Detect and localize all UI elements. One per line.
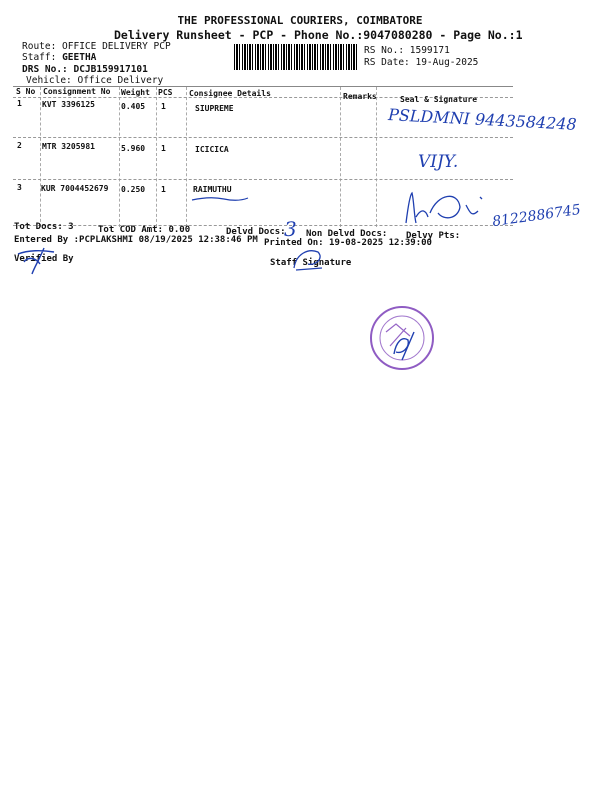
rs-date: RS Date: 19-Aug-2025 bbox=[364, 57, 479, 68]
non-delvd-docs: Non Delvd Docs: bbox=[306, 229, 388, 239]
drs-label: DRS No.: bbox=[22, 64, 68, 75]
row-divider bbox=[13, 137, 513, 138]
row3-sno: 3 bbox=[17, 183, 22, 192]
tot-cod-amt: Tot COD Amt: 0.00 bbox=[98, 225, 191, 235]
route-label: Route: OFFICE DELIVERY PCP bbox=[22, 41, 171, 52]
row1-consignee: SIUPREME bbox=[195, 104, 234, 113]
col-header-weight: Weight bbox=[121, 88, 150, 97]
col-header-seal: Seal & Signature bbox=[400, 95, 478, 104]
row2-weight: 5.960 bbox=[121, 144, 146, 153]
row2-signature: VIJY. bbox=[418, 152, 459, 172]
col-header-sno: S No bbox=[16, 87, 36, 96]
col-divider bbox=[40, 87, 41, 227]
staff-label: Staff: bbox=[22, 52, 57, 63]
row2-pcs: 1 bbox=[161, 144, 166, 153]
col-divider bbox=[186, 87, 187, 227]
col-divider bbox=[156, 87, 157, 227]
row1-pcs: 1 bbox=[161, 102, 166, 111]
col-header-consignment: Consignment No bbox=[43, 87, 111, 96]
tot-docs: Tot Docs: 3 bbox=[14, 222, 74, 232]
barcode bbox=[234, 44, 358, 70]
verified-by: Verified By bbox=[14, 254, 74, 264]
rs-number: RS No.: 1599171 bbox=[364, 45, 450, 56]
row3-consignee: RAIMUTHU bbox=[193, 185, 232, 194]
row-divider bbox=[13, 179, 513, 180]
drs-number: DCJB159917101 bbox=[73, 64, 148, 75]
row3-weight: 0.250 bbox=[121, 185, 146, 194]
row1-sno: 1 bbox=[17, 99, 22, 108]
row2-consignee: ICICICA bbox=[195, 145, 229, 154]
vehicle-label: Vehicle: Office Delivery bbox=[26, 75, 164, 86]
drs-line bbox=[22, 64, 148, 75]
col-divider bbox=[340, 87, 341, 227]
company-title: THE PROFESSIONAL COURIERS, COIMBATORE bbox=[177, 14, 423, 27]
runsheet-subtitle: Delivery Runsheet - PCP - Phone No.:9047080280 - Page No.:1 bbox=[114, 28, 523, 42]
printed-on: Printed On: 19-08-2025 12:39:00 bbox=[264, 238, 432, 248]
row1-consignment: KVT 3396125 bbox=[42, 100, 95, 109]
row1-signature: PSLDMNI 9443584248 bbox=[387, 105, 578, 134]
col-header-pcs: PCS bbox=[158, 88, 173, 97]
row1-weight: 0.405 bbox=[121, 102, 146, 111]
row2-sno: 2 bbox=[17, 141, 22, 150]
delvy-pts: Delvy Pts: bbox=[406, 231, 461, 241]
delvd-docs-handwritten: 3 bbox=[284, 217, 297, 241]
office-stamp bbox=[366, 302, 440, 374]
col-header-remarks: Remarks bbox=[343, 92, 377, 101]
col-header-consignee: Consignee Details bbox=[189, 89, 271, 98]
row3-consignment: KUR 7004452679 bbox=[41, 184, 109, 193]
col-divider bbox=[376, 87, 377, 227]
entered-by: Entered By :PCPLAKSHMI 08/19/2025 12:38:46 PM bbox=[14, 235, 258, 245]
col-divider bbox=[119, 87, 120, 227]
verified-signature-scribble bbox=[14, 244, 58, 278]
staff-signature-label: Staff Signature bbox=[270, 258, 352, 268]
staff-signature-scribble bbox=[288, 244, 332, 274]
underline-scribble bbox=[190, 194, 250, 204]
staff-line bbox=[22, 52, 96, 63]
row3-signature: 8122886745 bbox=[491, 201, 582, 231]
row3-signature-scribble bbox=[398, 187, 498, 229]
row2-consignment: MTR 3205981 bbox=[42, 142, 95, 151]
delvd-docs: Delvd Docs: bbox=[226, 227, 286, 237]
staff-name: GEETHA bbox=[62, 52, 97, 63]
row3-pcs: 1 bbox=[161, 185, 166, 194]
